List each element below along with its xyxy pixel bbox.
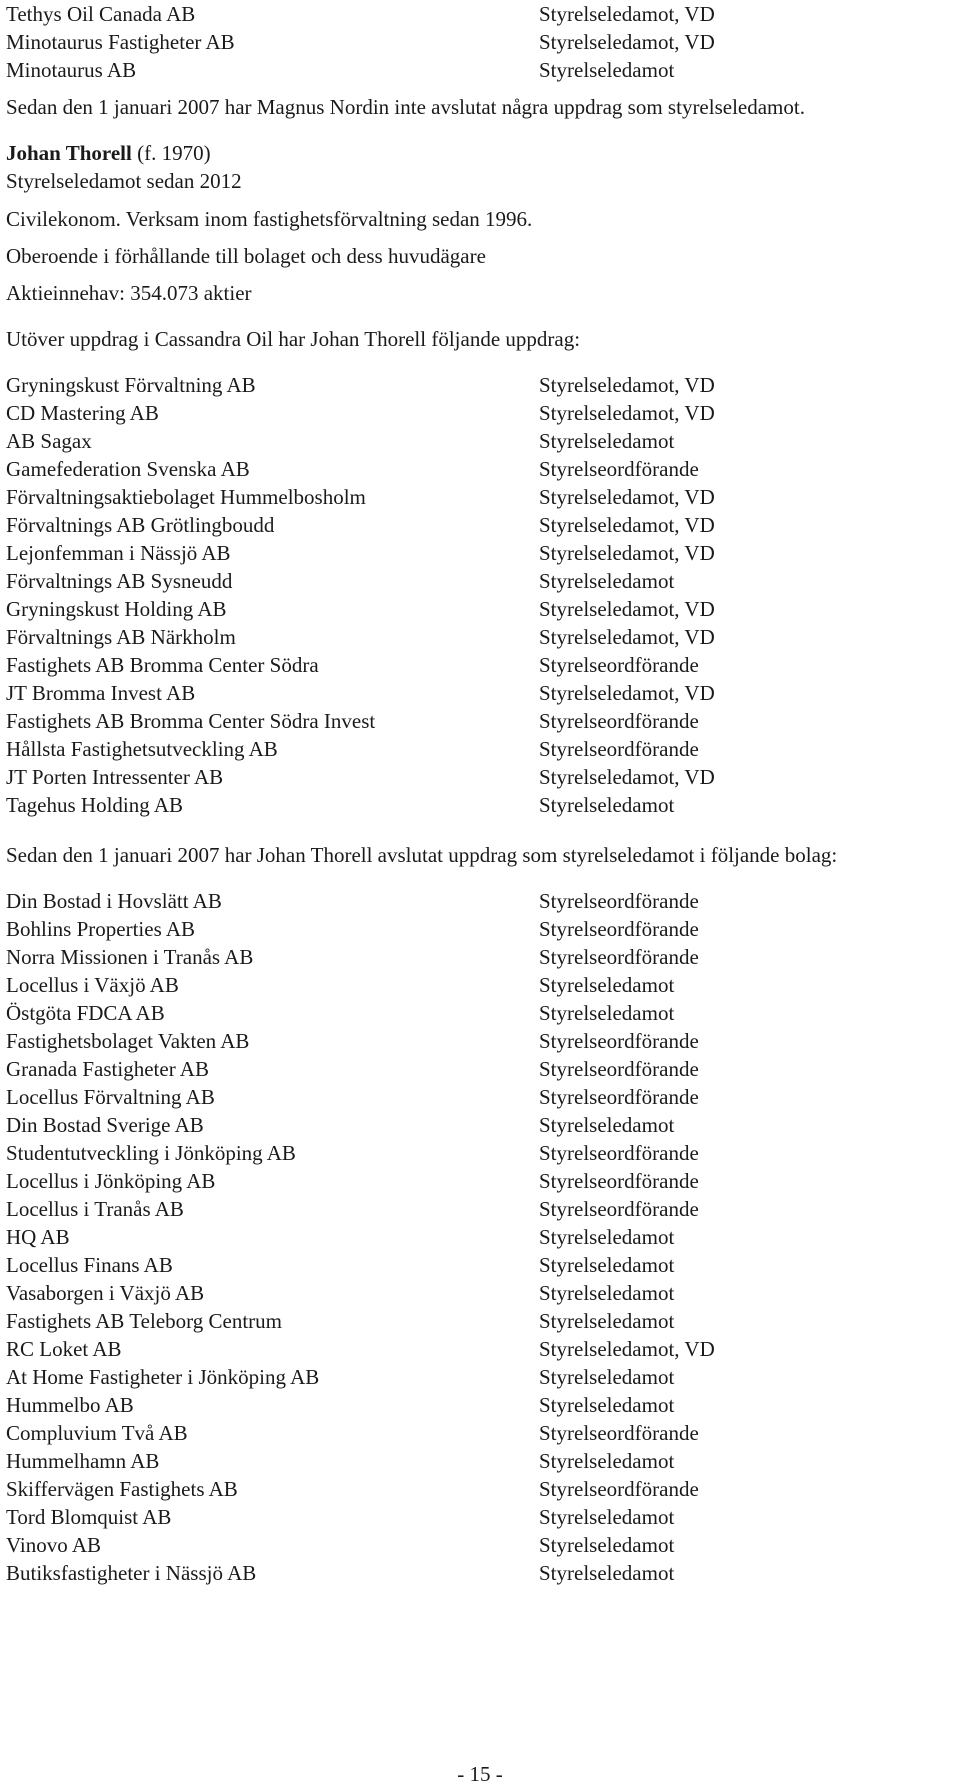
- company-name: Fastighetsbolaget Vakten AB: [6, 1029, 250, 1053]
- company-name: Tethys Oil Canada AB: [6, 2, 196, 26]
- assignment-row: [6, 943, 954, 971]
- current-assignments-list: [6, 371, 954, 819]
- company-role: Styrelseledamot: [539, 1113, 675, 1137]
- assignment-row: [6, 1139, 954, 1167]
- company-role: Styrelseordförande: [539, 653, 699, 677]
- assignment-row: [6, 887, 954, 915]
- company-role: Styrelseledamot: [539, 1393, 675, 1417]
- company-name: Studentutveckling i Jönköping AB: [6, 1141, 296, 1165]
- company-role: Styrelseordförande: [539, 945, 699, 969]
- company-name: Östgöta FDCA AB: [6, 1001, 165, 1025]
- company-role: Styrelseledamot: [539, 1225, 675, 1249]
- assignment-row: [6, 1475, 954, 1503]
- company-name: Fastighets AB Teleborg Centrum: [6, 1309, 282, 1333]
- assignment-row: [6, 511, 954, 539]
- company-name: Gryningskust Förvaltning AB: [6, 373, 256, 397]
- person-born: (f. 1970): [137, 141, 211, 165]
- company-role: Styrelseledamot: [539, 1449, 675, 1473]
- assignment-row: [6, 1167, 954, 1195]
- company-role: Styrelseordförande: [539, 1197, 699, 1221]
- company-role: Styrelseledamot, VD: [539, 765, 715, 789]
- company-name: Locellus Förvaltning AB: [6, 1085, 215, 1109]
- company-name: Vinovo AB: [6, 1533, 102, 1557]
- company-name: Förvaltnings AB Närkholm: [6, 625, 236, 649]
- company-name: Förvaltnings AB Grötlingboudd: [6, 513, 275, 537]
- assignment-row: [6, 539, 954, 567]
- company-name: Förvaltnings AB Sysneudd: [6, 569, 233, 593]
- company-name: Minotaurus Fastigheter AB: [6, 30, 235, 54]
- company-name: Förvaltningsaktiebolaget Hummelbosholm: [6, 485, 366, 509]
- company-name: Locellus i Växjö AB: [6, 973, 179, 997]
- assignment-row: [6, 1111, 954, 1139]
- assignment-row: [6, 1083, 954, 1111]
- company-role: Styrelseledamot: [539, 1281, 675, 1305]
- assignment-row: [6, 1279, 954, 1307]
- company-name: Locellus i Jönköping AB: [6, 1169, 216, 1193]
- assignment-row: [6, 1447, 954, 1475]
- assignment-row: [6, 651, 954, 679]
- company-role: Styrelseordförande: [539, 1085, 699, 1109]
- company-name: Fastighets AB Bromma Center Södra Invest: [6, 709, 376, 733]
- company-name: Din Bostad Sverige AB: [6, 1113, 204, 1137]
- company-name: Vasaborgen i Växjö AB: [6, 1281, 205, 1305]
- company-role: Styrelseledamot, VD: [539, 485, 715, 509]
- company-role: Styrelseordförande: [539, 709, 699, 733]
- assignment-row: [6, 1503, 954, 1531]
- company-role: Styrelseledamot: [539, 1365, 675, 1389]
- assignment-row: [6, 399, 954, 427]
- company-name: Locellus Finans AB: [6, 1253, 173, 1277]
- assignment-row: [6, 1251, 954, 1279]
- company-name: Hummelbo AB: [6, 1393, 134, 1417]
- assignment-row: [6, 1391, 954, 1419]
- assignment-row: [6, 1027, 954, 1055]
- company-name: Locellus i Tranås AB: [6, 1197, 184, 1221]
- company-role: Styrelseledamot, VD: [539, 30, 715, 54]
- company-role: Styrelseledamot: [539, 973, 675, 997]
- company-role: Styrelseledamot: [539, 1309, 675, 1333]
- assignment-row: [6, 1223, 954, 1251]
- assignment-row: [6, 1055, 954, 1083]
- assignment-row: [6, 999, 954, 1027]
- assignment-row: [6, 0, 954, 28]
- company-role: Styrelseledamot, VD: [539, 1337, 715, 1361]
- company-role: Styrelseordförande: [539, 1141, 699, 1165]
- assignment-row: [6, 735, 954, 763]
- assignment-row: [6, 623, 954, 651]
- person-background: Civilekonom. Verksam inom fastighetsförvaltning sedan 1996.: [6, 207, 533, 231]
- company-role: Styrelseledamot: [539, 1561, 675, 1585]
- company-name: Norra Missionen i Tranås AB: [6, 945, 254, 969]
- board-since: Styrelseledamot sedan 2012: [6, 169, 242, 193]
- person-heading: [6, 139, 954, 167]
- company-name: HQ AB: [6, 1225, 70, 1249]
- person-independence: Oberoende i förhållande till bolaget och dess huvudägare: [6, 244, 486, 268]
- top-assignments-list: [6, 0, 954, 84]
- assignment-row: [6, 791, 954, 819]
- company-name: Tord Blomquist AB: [6, 1505, 172, 1529]
- company-role: Styrelseordförande: [539, 889, 699, 913]
- company-role: Styrelseordförande: [539, 1169, 699, 1193]
- assignment-row: [6, 915, 954, 943]
- ended-assignments-list: [6, 887, 954, 1587]
- company-role: Styrelseledamot: [539, 429, 675, 453]
- assignment-row: [6, 1559, 954, 1587]
- company-role: Styrelseordförande: [539, 1029, 699, 1053]
- company-role: Styrelseledamot, VD: [539, 513, 715, 537]
- company-name: CD Mastering AB: [6, 401, 159, 425]
- assignment-row: [6, 567, 954, 595]
- company-role: Styrelseledamot: [539, 1533, 675, 1557]
- assignment-row: [6, 707, 954, 735]
- company-role: Styrelseledamot, VD: [539, 2, 715, 26]
- company-name: Skiffervägen Fastighets AB: [6, 1477, 238, 1501]
- person-name: Johan Thorell: [6, 141, 132, 165]
- nordin-note: Sedan den 1 januari 2007 har Magnus Nordin inte avslutat några uppdrag som styrelseledamot.: [6, 95, 805, 119]
- company-name: Din Bostad i Hovslätt AB: [6, 889, 222, 913]
- assignment-row: [6, 483, 954, 511]
- person-holdings: Aktieinnehav: 354.073 aktier: [6, 281, 252, 305]
- company-role: Styrelseledamot, VD: [539, 681, 715, 705]
- company-name: Gryningskust Holding AB: [6, 597, 227, 621]
- company-name: AB Sagax: [6, 429, 92, 453]
- company-role: Styrelseledamot, VD: [539, 373, 715, 397]
- assignment-row: [6, 427, 954, 455]
- assignment-row: [6, 679, 954, 707]
- assignment-row: [6, 56, 954, 84]
- assignment-row: [6, 455, 954, 483]
- assignment-row: [6, 971, 954, 999]
- company-name: Hållsta Fastighetsutveckling AB: [6, 737, 278, 761]
- company-role: Styrelseledamot, VD: [539, 597, 715, 621]
- company-name: Fastighets AB Bromma Center Södra: [6, 653, 319, 677]
- company-name: JT Porten Intressenter AB: [6, 765, 224, 789]
- company-role: Styrelseordförande: [539, 1057, 699, 1081]
- company-name: RC Loket AB: [6, 1337, 122, 1361]
- company-role: Styrelseordförande: [539, 737, 699, 761]
- assignment-row: [6, 1531, 954, 1559]
- company-role: Styrelseledamot: [539, 569, 675, 593]
- company-name: Hummelhamn AB: [6, 1449, 160, 1473]
- company-role: Styrelseordförande: [539, 457, 699, 481]
- company-role: Styrelseledamot: [539, 1001, 675, 1025]
- assignment-row: [6, 1363, 954, 1391]
- assignment-row: [6, 1419, 954, 1447]
- current-assignments-intro: Utöver uppdrag i Cassandra Oil har Johan Thorell följande uppdrag:: [6, 327, 581, 351]
- company-name: Minotaurus AB: [6, 58, 137, 82]
- page-number: - 15 -: [457, 1762, 503, 1786]
- company-role: Styrelseordförande: [539, 1477, 699, 1501]
- assignment-row: [6, 763, 954, 791]
- company-role: Styrelseledamot: [539, 1253, 675, 1277]
- assignment-row: [6, 1335, 954, 1363]
- company-role: Styrelseordförande: [539, 917, 699, 941]
- company-name: Butiksfastigheter i Nässjö AB: [6, 1561, 257, 1585]
- company-role: Styrelseordförande: [539, 1421, 699, 1445]
- assignment-row: [6, 1195, 954, 1223]
- company-role: Styrelseledamot: [539, 793, 675, 817]
- document-page: [6, 0, 954, 1587]
- company-name: Granada Fastigheter AB: [6, 1057, 209, 1081]
- company-name: Gamefederation Svenska AB: [6, 457, 250, 481]
- company-role: Styrelseledamot: [539, 1505, 675, 1529]
- company-role: Styrelseledamot, VD: [539, 541, 715, 565]
- assignment-row: [6, 1307, 954, 1335]
- assignment-row: [6, 595, 954, 623]
- company-role: Styrelseledamot: [539, 58, 675, 82]
- company-name: Compluvium Två AB: [6, 1421, 188, 1445]
- company-name: Bohlins Properties AB: [6, 917, 196, 941]
- assignment-row: [6, 28, 954, 56]
- company-role: Styrelseledamot, VD: [539, 401, 715, 425]
- ended-assignments-intro: Sedan den 1 januari 2007 har Johan Thorell avslutat uppdrag som styrelseledamot i följande bolag:: [6, 843, 838, 867]
- company-name: Lejonfemman i Nässjö AB: [6, 541, 231, 565]
- company-name: At Home Fastigheter i Jönköping AB: [6, 1365, 320, 1389]
- company-name: Tagehus Holding AB: [6, 793, 184, 817]
- company-role: Styrelseledamot, VD: [539, 625, 715, 649]
- assignment-row: [6, 371, 954, 399]
- company-name: JT Bromma Invest AB: [6, 681, 196, 705]
